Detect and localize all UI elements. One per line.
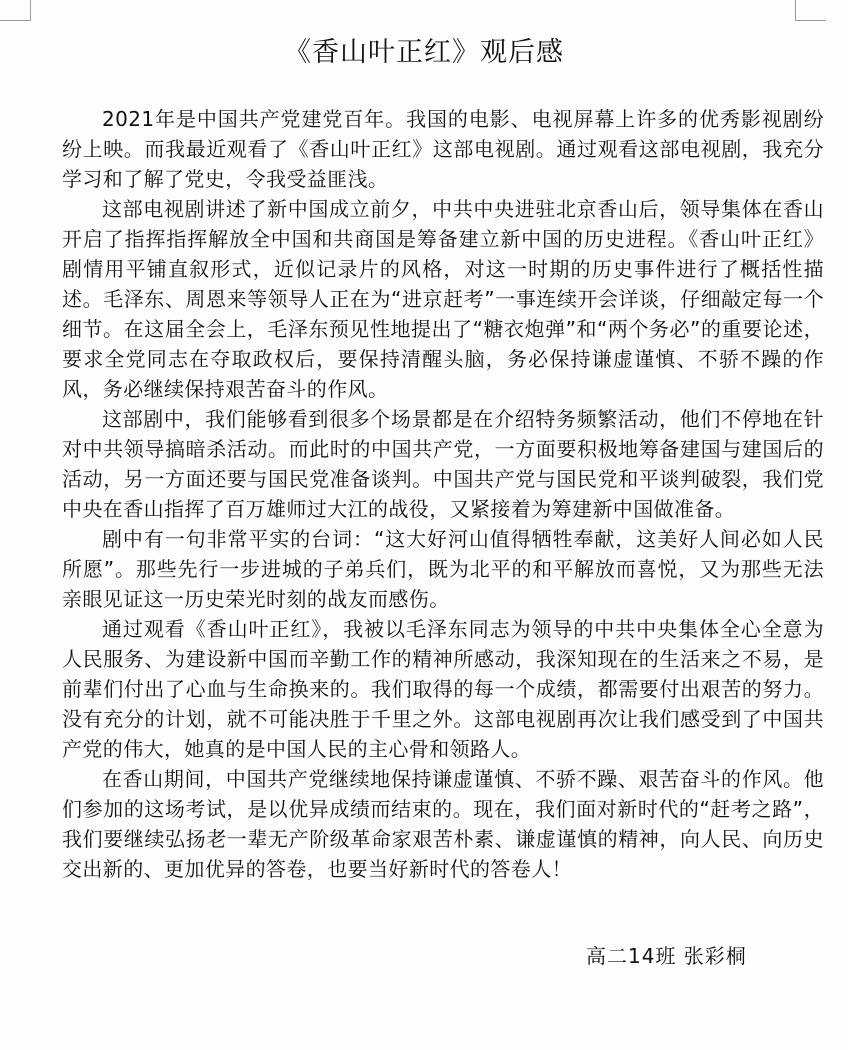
document-title: 《香山叶正红》观后感 (284, 37, 564, 68)
page-corner-mark-left (0, 0, 31, 21)
paragraph-1: 2021年是中国共产党建党百年。我国的电影、电视屏幕上许多的优秀影视剧纷纷上映。而我最近观看了《香山叶正红》这部电视剧。通过观看这部电视剧，我充分学习和了解了党史，令我受益匪浅。 (62, 107, 824, 191)
paragraph-5: 通过观看《香山叶正红》，我被以毛泽东同志为领导的中共中央集体全心全意为人民服务、为建设新中国而辛勤工作的精神所感动，我深知现在的生活来之不易，是前辈们付出了心血与生命换来的。我们取得的每一个成绩，都需要付出艰苦的努力。没有充分的计划，就不可能决胜于千里之外。这部电视剧再次让我们感受到了中国共产党的伟大，她真的是中国人民的主心骨和领路人。 (62, 617, 824, 761)
page-corner-mark-right (795, 0, 826, 21)
paragraph-2: 这部电视剧讲述了新中国成立前夕，中共中央进驻北京香山后，领导集体在香山开启了指挥指挥解放全中国和共商国是筹备建立新中国的历史进程。《香山叶正红》剧情用平铺直叙形式，近似记录片的风格，对这一时期的历史事件进行了概括性描述。毛泽东、周恩来等领导人正在为“进京赶考”一事连续开会详谈，仔细敲定每一个细节。在这届全会上，毛泽东预见性地提出了“糖衣炮弹”和“两个务必”的重要论述，要求全党同志在夺取政权后，要保持清醒头脑，务必保持谦虚谨慎、不骄不躁的作风，务必继续保持艰苦奋斗的作风。 (62, 197, 824, 401)
author-signature: 高二14班 张彩桐 (586, 944, 747, 968)
paragraph-3: 这部剧中，我们能够看到很多个场景都是在介绍特务频繁活动，他们不停地在针对中共领导搞暗杀活动。而此时的中国共产党，一方面要积极地筹备建国与建国后的活动，另一方面还要与国民党准备谈判。中国共产党与国民党和平谈判破裂，我们党中央在香山指挥了百万雄师过大江的战役，又紧接着为筹建新中国做准备。 (62, 407, 824, 521)
paragraph-4: 剧中有一句非常平实的台词：“这大好河山值得牺牲奉献，这美好人间必如人民所愿”。那些先行一步进城的子弟兵们，既为北平的和平解放而喜悦，又为那些无法亲眼见证这一历史荣光时刻的战友而感伤。 (62, 527, 824, 611)
document-body (62, 104, 824, 884)
paragraph-6: 在香山期间，中国共产党继续地保持谦虚谨慎、不骄不躁、艰苦奋斗的作风。他们参加的这场考试，是以优异成绩而结束的。现在，我们面对新时代的“赶考之路”，我们要继续弘扬老一辈无产阶级革命家艰苦朴素、谦虚谨慎的精神，向人民、向历史交出新的、更加优异的答卷，也要当好新时代的答卷人！ (62, 767, 824, 881)
